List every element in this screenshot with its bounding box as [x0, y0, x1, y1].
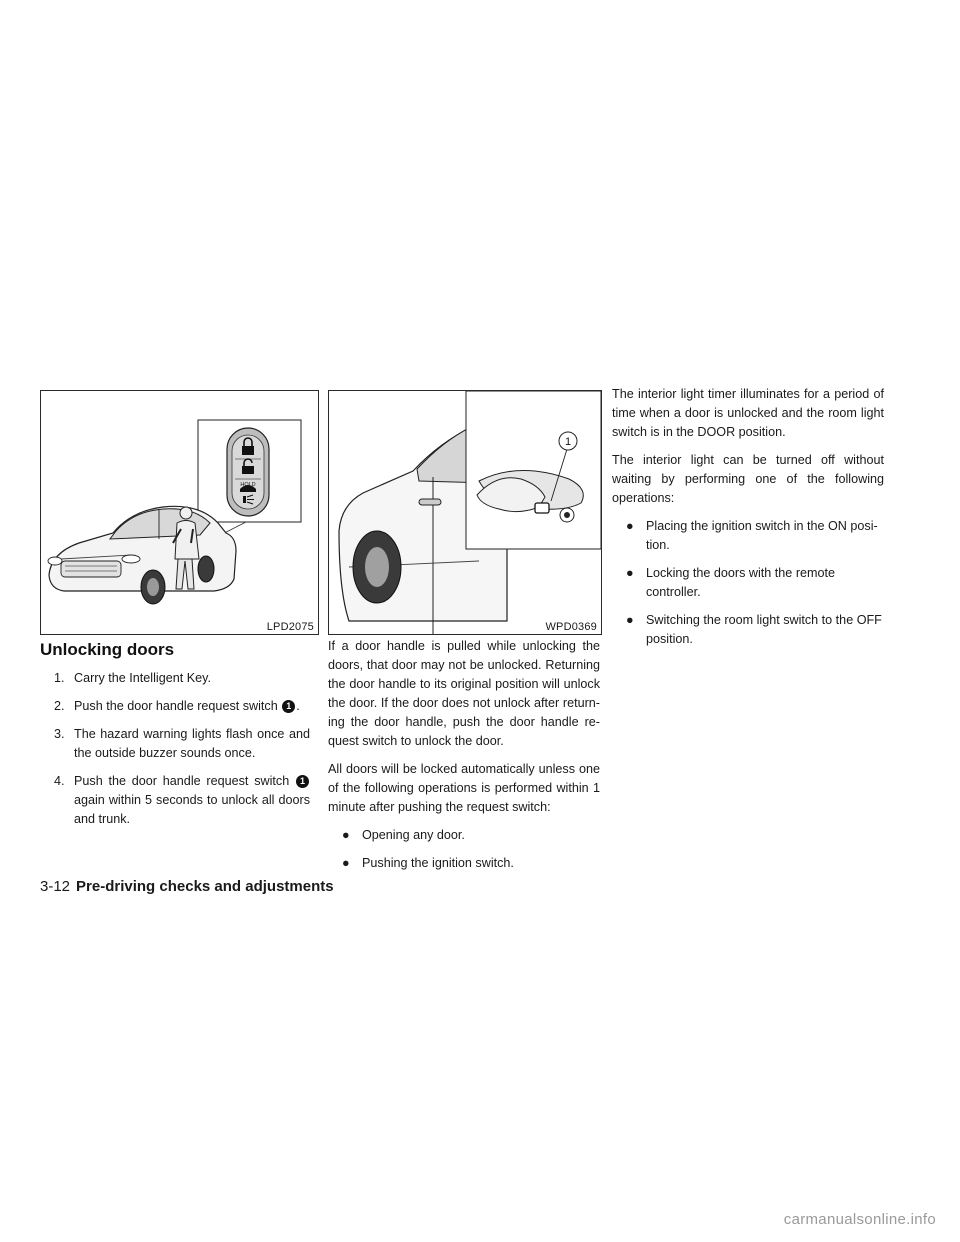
- paragraph: The interior light timer illuminates for a period of time when a door is unlocked and the room light switch is in the DOOR position.: [612, 387, 884, 439]
- page-footer: [40, 878, 334, 895]
- list-item: ● Switching the room light switch to the OFF position.: [626, 613, 882, 646]
- figure-code: LPD2075: [266, 621, 314, 633]
- steps-list: [40, 669, 310, 829]
- list-item: 4. Push the door handle request switch 1 again within 5 seconds to unlock all doors and trunk.: [54, 774, 310, 826]
- section-heading: Unlocking doors: [40, 640, 175, 659]
- bullet-icon: ●: [626, 613, 634, 627]
- car-and-person-illustration: [41, 391, 318, 634]
- list-item: ● Opening any door.: [328, 826, 600, 845]
- page-number: 3-12: [40, 878, 71, 895]
- bullet-list: [328, 826, 600, 873]
- list-item: ● Locking the doors with the remote controller.: [626, 566, 836, 599]
- bullet-icon: ●: [342, 828, 350, 842]
- figure-intelligent-key: [40, 390, 319, 635]
- middle-column: [328, 637, 600, 882]
- list-item: 3. The hazard warning lights flash once and the outside buzzer sounds once.: [54, 727, 310, 760]
- list-item: ● Pushing the ignition switch.: [328, 854, 600, 873]
- right-column: [612, 385, 884, 658]
- bullet-icon: ●: [626, 519, 634, 533]
- list-item: ● Placing the ignition switch in the ON posi-tion.: [626, 519, 878, 552]
- callout-label: 1: [564, 436, 572, 448]
- paragraph: If a door handle is pulled while unlocking the doors, that door may not be unlocked. Returning the door handle to its original position will unlock the door. If the door does not unlock after return-ing the door handle, push the door handle re-quest switch to unlock the door.: [328, 639, 600, 748]
- bullet-list: [612, 517, 884, 649]
- left-column: [40, 639, 310, 838]
- callout-1-icon: [559, 432, 577, 450]
- paragraph: All doors will be locked automatically unless one of the following operations is performed within 1 minute after pushing the request switch:: [328, 762, 600, 814]
- callout-1-icon: 1: [296, 775, 309, 788]
- callout-1-icon: 1: [282, 700, 295, 713]
- list-item: 1. Carry the Intelligent Key.: [54, 671, 211, 685]
- figure-code: WPD0369: [545, 621, 597, 633]
- paragraph: The interior light can be turned off without waiting by performing one of the following operations:: [612, 453, 884, 505]
- figure-door-handle: [328, 390, 602, 635]
- bullet-icon: ●: [342, 856, 350, 870]
- footer-section-title: Pre-driving checks and adjustments: [76, 878, 334, 895]
- watermark: carmanualsonline.info: [783, 1211, 936, 1228]
- list-item: 2. Push the door handle request switch 1 .: [54, 699, 300, 713]
- door-handle-illustration: [329, 391, 601, 634]
- hold-label: HOLD: [240, 482, 256, 488]
- bullet-icon: ●: [626, 566, 634, 580]
